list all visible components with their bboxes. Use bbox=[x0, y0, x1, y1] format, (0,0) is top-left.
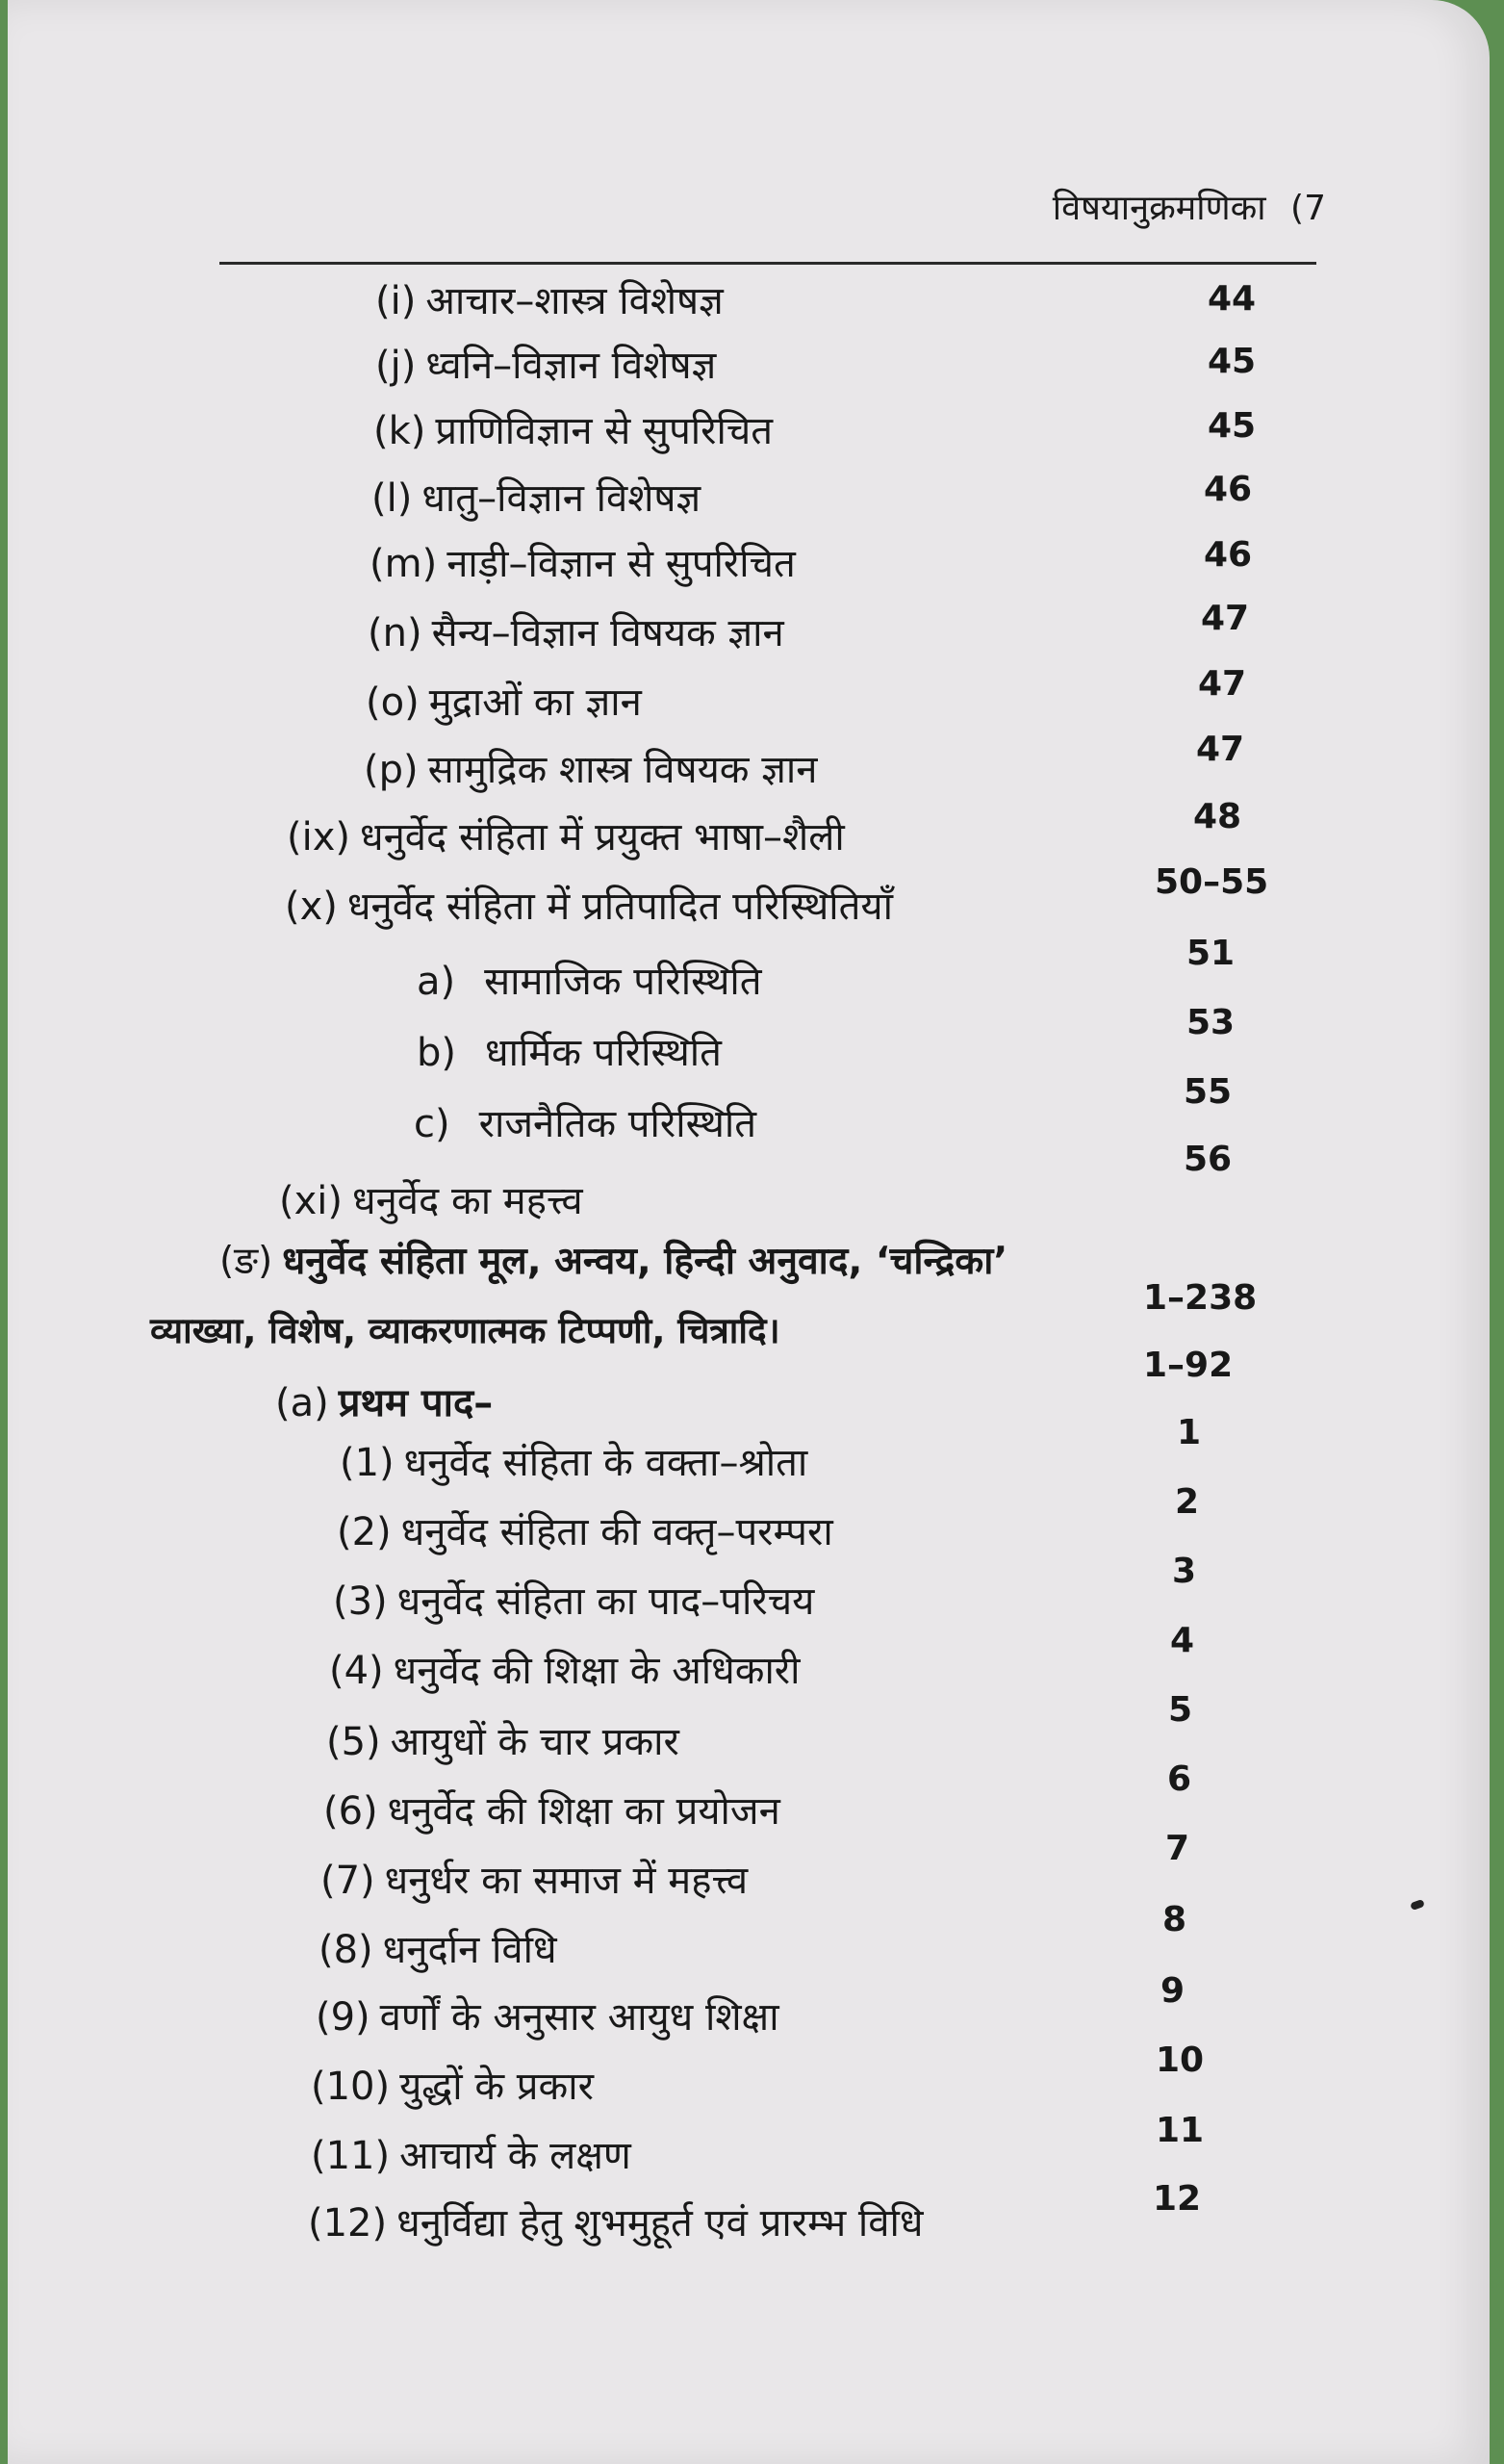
entry-text: सामाजिक परिस्थिति bbox=[484, 960, 762, 1004]
entry-text: धनुर्वेद का महत्त्व bbox=[352, 1179, 583, 1223]
entry-label: (1) bbox=[340, 1441, 395, 1485]
entry-page: 48 bbox=[1193, 797, 1242, 836]
entry-label: (7) bbox=[320, 1859, 375, 1903]
entry-label: (8) bbox=[319, 1928, 373, 1972]
toc-entry bbox=[366, 674, 642, 727]
entry-page: 12 bbox=[1153, 2179, 1202, 2219]
entry-text: धनुर्विद्या हेतु शुभमुहूर्त एवं प्रारम्भ विधि bbox=[396, 2201, 924, 2246]
toc-entry bbox=[316, 1989, 779, 2041]
entry-page: 3 bbox=[1172, 1552, 1197, 1591]
toc-entry bbox=[368, 604, 784, 657]
entry-text: धनुर्वेद की शिक्षा का प्रयोजन bbox=[387, 1789, 780, 1834]
entry-page: 51 bbox=[1186, 934, 1236, 973]
entry-label: (l) bbox=[371, 476, 413, 521]
entry-page: 1 bbox=[1177, 1413, 1202, 1452]
toc-section-heading bbox=[150, 1304, 780, 1353]
toc-entry bbox=[285, 878, 893, 931]
entry-label: (m) bbox=[370, 542, 438, 586]
toc-entry bbox=[417, 953, 762, 1006]
entry-label: (11) bbox=[311, 2134, 391, 2178]
entry-label: c) bbox=[414, 1102, 450, 1146]
entry-text: प्राणिविज्ञान से सुपरिचित bbox=[435, 409, 774, 453]
entry-text: आयुधों के चार प्रकार bbox=[390, 1720, 679, 1764]
entry-text: धनुर्वेद संहिता में प्रतिपादित परिस्थितियाँ bbox=[346, 885, 893, 929]
entry-text: धनुर्वेद संहिता का पाद–परिचय bbox=[396, 1579, 815, 1624]
toc-entry bbox=[287, 808, 845, 861]
entry-page: 11 bbox=[1156, 2111, 1205, 2150]
entry-page: 47 bbox=[1198, 664, 1247, 704]
toc-entry bbox=[308, 2194, 923, 2247]
entry-label: (9) bbox=[316, 1995, 370, 2040]
page-header bbox=[1053, 183, 1326, 230]
toc-entry bbox=[375, 272, 724, 325]
entry-text: राजनैतिक परिस्थिति bbox=[478, 1102, 757, 1146]
header-page-number: (7 bbox=[1290, 189, 1326, 228]
toc-entry bbox=[279, 1172, 583, 1225]
entry-label: (a) bbox=[275, 1381, 329, 1425]
toc-entry bbox=[311, 2058, 594, 2111]
entry-text: धनुर्वेद संहिता की वक्तृ–परम्परा bbox=[400, 1510, 833, 1554]
book-page bbox=[8, 0, 1490, 2464]
toc-entry bbox=[371, 470, 701, 523]
toc-entry bbox=[311, 2127, 631, 2180]
entry-label: (ङ) bbox=[219, 1240, 273, 1283]
entry-label: (j) bbox=[375, 344, 417, 388]
toc-entry bbox=[375, 337, 716, 390]
toc-entry bbox=[323, 1783, 780, 1835]
toc-entry bbox=[373, 402, 773, 455]
toc-entry bbox=[337, 1503, 833, 1556]
entry-page: 2 bbox=[1175, 1482, 1200, 1522]
entry-page: 10 bbox=[1156, 2040, 1205, 2080]
entry-label: a) bbox=[417, 960, 456, 1004]
toc-entry bbox=[414, 1095, 756, 1148]
entry-page: 4 bbox=[1170, 1621, 1195, 1660]
entry-page: 45 bbox=[1208, 342, 1257, 381]
header-title: विषयानुक्रमणिका bbox=[1052, 189, 1266, 228]
toc-entry bbox=[329, 1642, 801, 1695]
entry-text: वर्णों के अनुसार आयुध शिक्षा bbox=[379, 1995, 779, 2040]
entry-text: व्याख्या, विशेष, व्याकरणात्मक टिप्पणी, चित्रादि। bbox=[150, 1310, 780, 1351]
entry-label: (10) bbox=[311, 2065, 391, 2109]
toc-subheading bbox=[275, 1374, 493, 1427]
entry-text: धातु–विज्ञान विशेषज्ञ bbox=[421, 476, 701, 521]
entry-label: (k) bbox=[373, 409, 426, 453]
entry-text: नाड़ी–विज्ञान से सुपरिचित bbox=[446, 542, 796, 586]
entry-label: (n) bbox=[368, 611, 422, 655]
ink-speck bbox=[1410, 1899, 1425, 1911]
entry-page: 56 bbox=[1184, 1140, 1233, 1179]
entry-label: (12) bbox=[308, 2201, 388, 2246]
entry-page: 46 bbox=[1204, 535, 1253, 575]
entry-text: ध्वनि–विज्ञान विशेषज्ञ bbox=[425, 344, 717, 388]
entry-label: (5) bbox=[326, 1720, 381, 1764]
toc-entry bbox=[319, 1921, 557, 1974]
toc-entry bbox=[340, 1434, 807, 1487]
entry-text: सैन्य–विज्ञान विषयक ज्ञान bbox=[431, 611, 784, 655]
entry-page: 8 bbox=[1162, 1900, 1187, 1939]
entry-text: धनुर्वेद संहिता मूल, अन्वय, हिन्दी अनुवाद, ‘चन्द्रिका’ bbox=[282, 1240, 1008, 1283]
toc-entry bbox=[370, 535, 796, 588]
toc-entry bbox=[417, 1024, 722, 1077]
entry-label: (2) bbox=[337, 1510, 392, 1554]
entry-page: 9 bbox=[1160, 1971, 1185, 2011]
entry-page: 1–238 bbox=[1143, 1278, 1258, 1318]
entry-text: सामुद्रिक शास्त्र विषयक ज्ञान bbox=[427, 748, 818, 792]
header-rule bbox=[219, 262, 1316, 265]
entry-label: (x) bbox=[285, 885, 338, 929]
entry-page: 55 bbox=[1184, 1072, 1233, 1112]
entry-page: 47 bbox=[1196, 730, 1245, 769]
toc-entry bbox=[364, 741, 817, 794]
entry-page: 6 bbox=[1167, 1759, 1192, 1799]
entry-page: 45 bbox=[1208, 406, 1257, 446]
entry-text: प्रथम पाद– bbox=[338, 1381, 494, 1425]
entry-page: 53 bbox=[1186, 1003, 1236, 1042]
entry-page: 5 bbox=[1168, 1690, 1193, 1730]
entry-label: (o) bbox=[366, 680, 420, 725]
entry-text: धनुर्वेद संहिता के वक्ता–श्रोता bbox=[403, 1441, 808, 1485]
entry-text: आचार–शास्त्र विशेषज्ञ bbox=[425, 279, 724, 323]
entry-page: 7 bbox=[1165, 1829, 1190, 1868]
entry-page: 44 bbox=[1208, 279, 1257, 319]
entry-label: (4) bbox=[329, 1649, 384, 1693]
entry-label: (ix) bbox=[287, 815, 350, 860]
toc-section-heading bbox=[219, 1234, 1007, 1285]
entry-page: 50–55 bbox=[1155, 862, 1269, 902]
entry-label: b) bbox=[417, 1031, 456, 1075]
toc-entry bbox=[326, 1713, 679, 1766]
entry-text: युद्धों के प्रकार bbox=[399, 2065, 594, 2109]
entry-text: धार्मिक परिस्थिति bbox=[485, 1031, 722, 1075]
entry-text: धनुर्वेद की शिक्षा के अधिकारी bbox=[393, 1649, 801, 1693]
entry-label: (xi) bbox=[279, 1179, 343, 1223]
entry-page: 46 bbox=[1204, 470, 1253, 509]
toc-entry bbox=[320, 1852, 748, 1905]
entry-page: 47 bbox=[1201, 599, 1250, 638]
entry-page: 1–92 bbox=[1143, 1346, 1234, 1385]
entry-label: (3) bbox=[333, 1579, 388, 1624]
toc-entry bbox=[333, 1573, 814, 1626]
entry-text: आचार्य के लक्षण bbox=[399, 2134, 631, 2178]
entry-label: (6) bbox=[323, 1789, 378, 1834]
entry-label: (i) bbox=[375, 279, 417, 323]
entry-label: (p) bbox=[364, 748, 419, 792]
entry-text: धनुर्वेद संहिता में प्रयुक्त भाषा–शैली bbox=[360, 815, 845, 860]
entry-text: धनुर्धर का समाज में महत्त्व bbox=[384, 1859, 749, 1903]
entry-text: मुद्राओं का ज्ञान bbox=[428, 680, 642, 725]
entry-text: धनुर्दान विधि bbox=[382, 1928, 557, 1972]
